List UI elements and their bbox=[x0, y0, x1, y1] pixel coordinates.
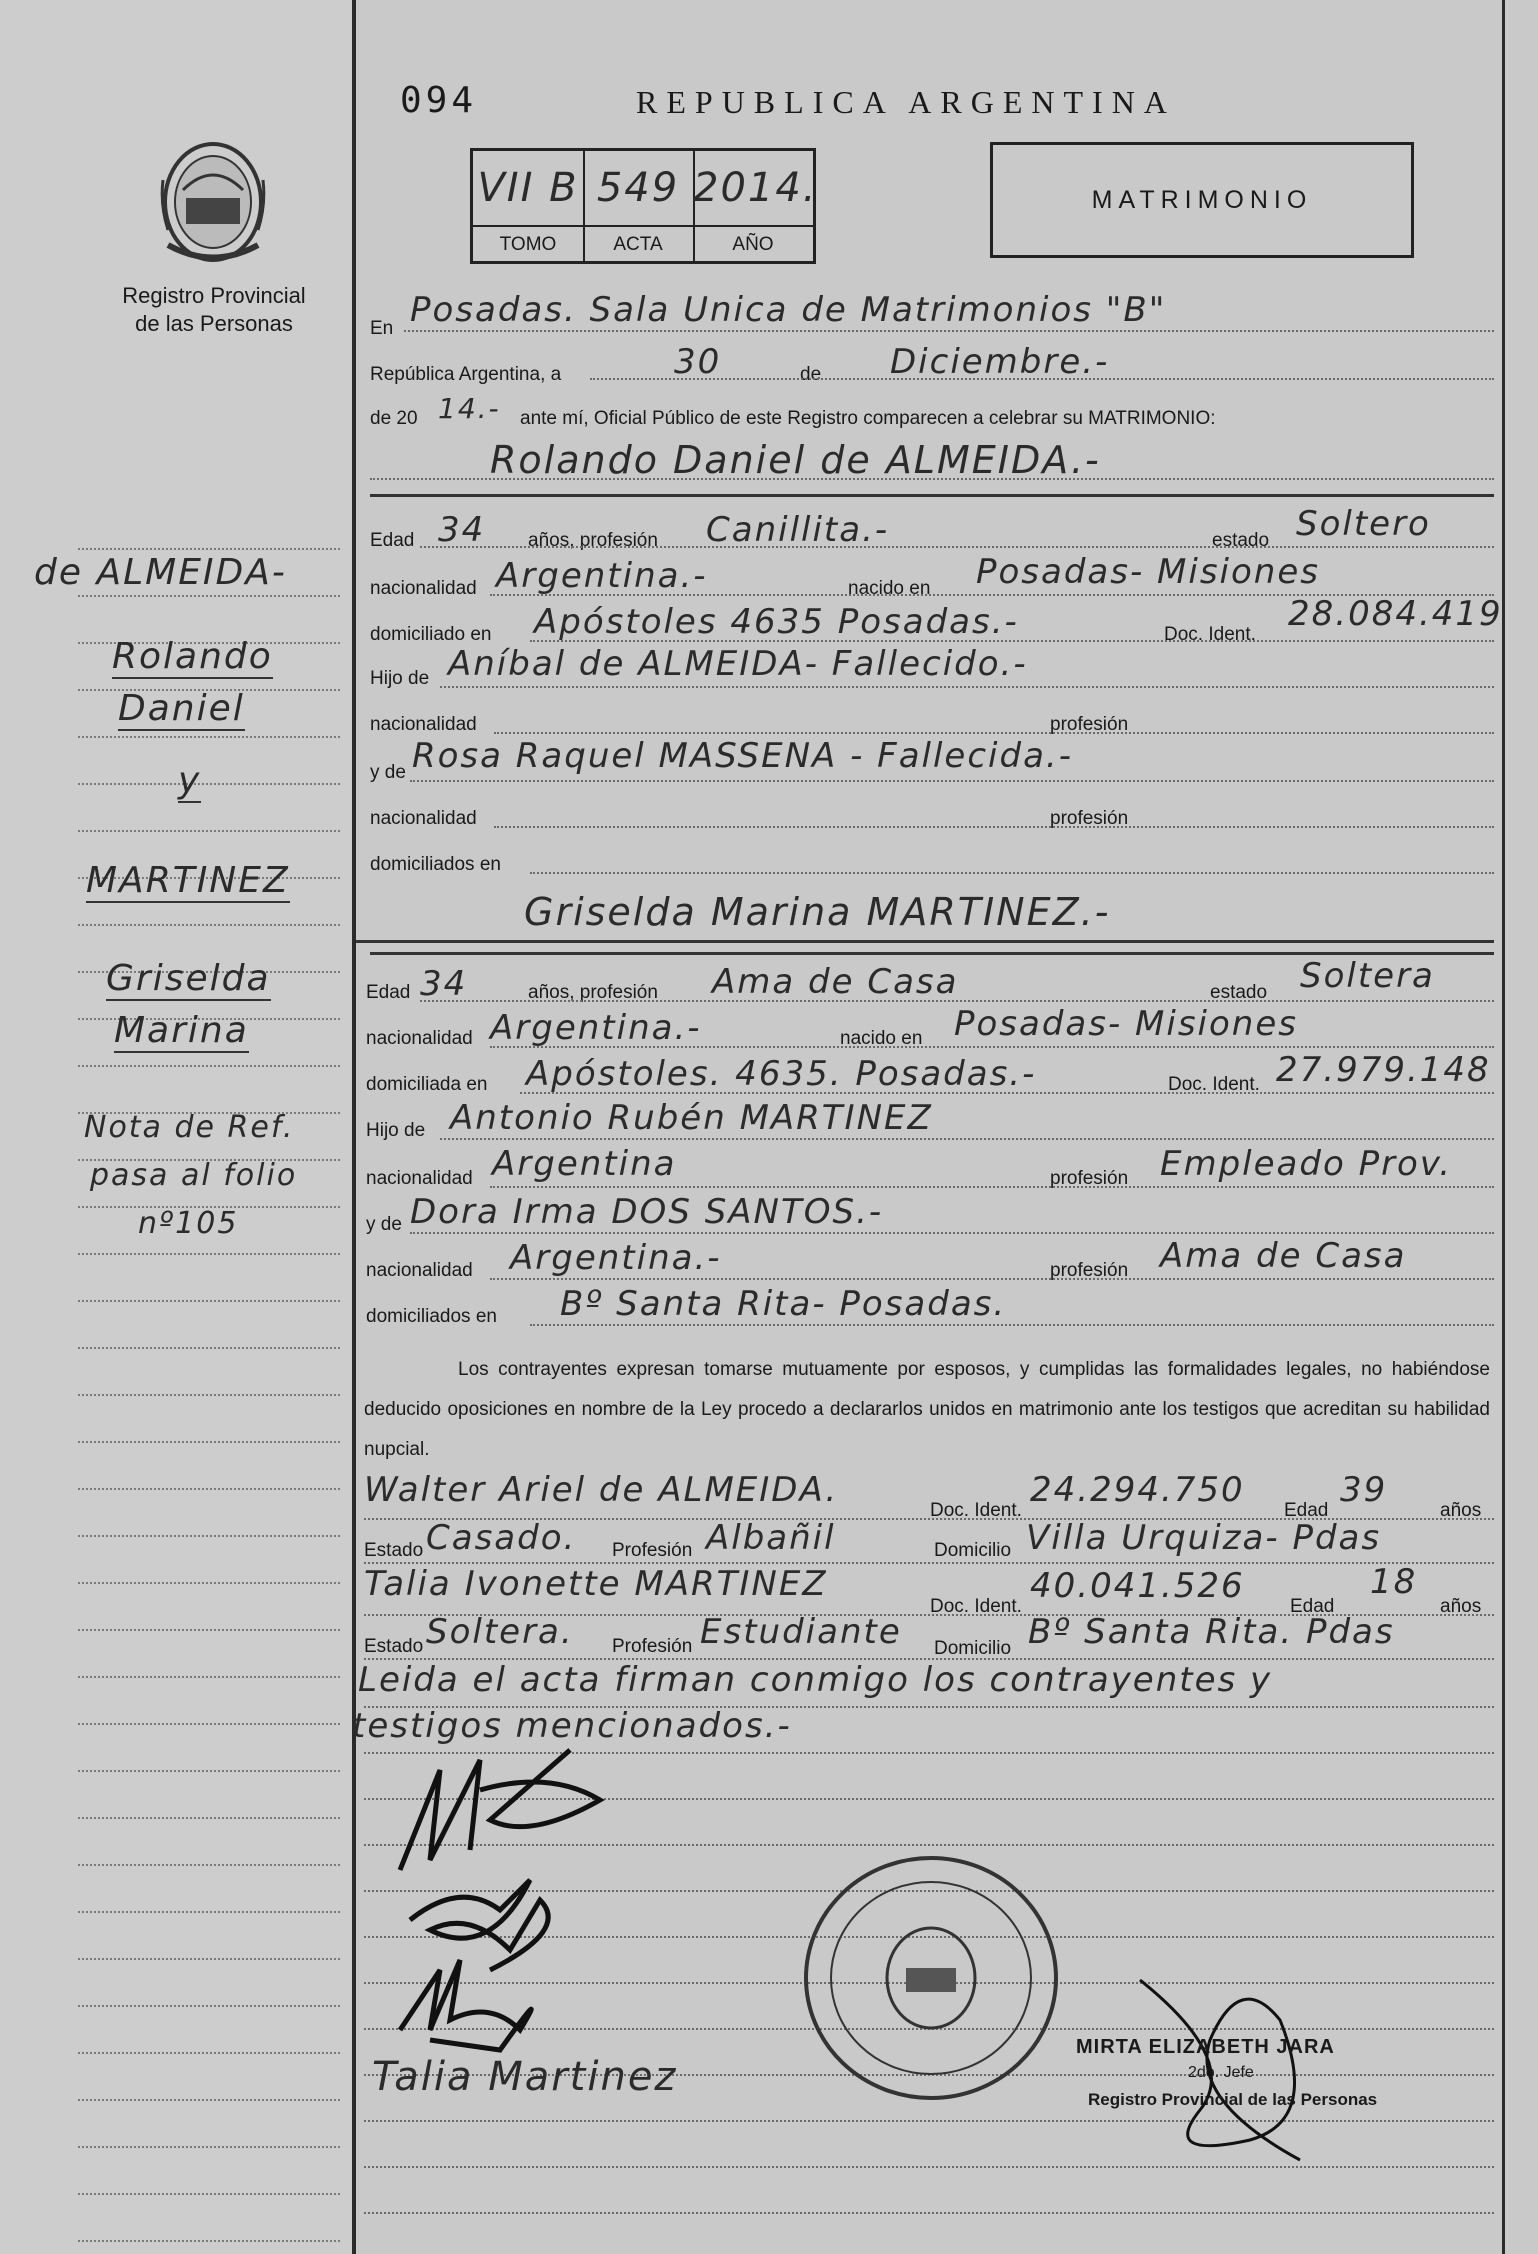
groom-madre: Rosa Raquel MASSENA - Fallecida.- bbox=[412, 736, 1073, 776]
acta-value: 549 bbox=[583, 151, 695, 225]
witness1-prof-label: Profesión bbox=[612, 1540, 693, 1561]
witness2-dom: Bº Santa Rita. Pdas bbox=[1028, 1612, 1395, 1652]
bride-p-prof: Empleado Prov. bbox=[1160, 1144, 1453, 1184]
margin-line bbox=[78, 2005, 340, 2007]
bride-doms: Bº Santa Rita- Posadas. bbox=[560, 1284, 1007, 1324]
line bbox=[494, 732, 1494, 734]
margin-note-surname: de ALMEIDA- bbox=[34, 552, 287, 593]
bride-domicilio: Apóstoles. 4635. Posadas.- bbox=[526, 1054, 1037, 1094]
bride-divider2 bbox=[370, 952, 1494, 955]
year-tail: ante mí, Oficial Público de este Registro comparecen a celebrar su MATRIMONIO: bbox=[520, 408, 1216, 429]
bride-anos-label: años, profesión bbox=[528, 982, 658, 1003]
bride-nacionalidad: Argentina.- bbox=[490, 1008, 702, 1048]
witness1-dom: Villa Urquiza- Pdas bbox=[1026, 1518, 1382, 1558]
margin-note-ref2: pasa al folio bbox=[90, 1158, 298, 1193]
bride-p-nac: Argentina bbox=[492, 1144, 677, 1184]
line bbox=[490, 1186, 1494, 1188]
margin-line bbox=[78, 1723, 340, 1725]
line bbox=[490, 1046, 1494, 1048]
groom-dom-label: domiciliado en bbox=[370, 624, 492, 645]
witness1-estado: Casado. bbox=[426, 1518, 577, 1558]
bride-nacido: Posadas- Misiones bbox=[954, 1004, 1298, 1044]
page-number: 094 bbox=[400, 80, 478, 121]
witness2-prof: Estudiante bbox=[700, 1612, 902, 1652]
margin-line bbox=[78, 2052, 340, 2054]
declaration-text: Los contrayentes expresan tomarse mutuamente por esposos, y cumplidas las formalidades legales, no habiéndose deducido oposiciones en nombre de la Ley procedo a declararlos unidos en matrimonio ante los testigos que acreditan su habilidad nupcial. bbox=[364, 1359, 1490, 1460]
margin-line bbox=[78, 1911, 340, 1913]
groom-padre: Aníbal de ALMEIDA- Fallecido.- bbox=[448, 644, 1028, 684]
bride-hijo-label: Hijo de bbox=[366, 1120, 426, 1141]
margin-divider bbox=[352, 0, 356, 2254]
bride-nacido-label: nacido en bbox=[840, 1028, 923, 1049]
margin-note-martinez: MARTINEZ bbox=[86, 860, 290, 901]
bride-m-prof: Ama de Casa bbox=[1160, 1236, 1407, 1276]
line bbox=[520, 1092, 1494, 1094]
margin-line bbox=[78, 1629, 340, 1631]
margin-note-y: y bbox=[178, 760, 202, 801]
bride-divider bbox=[356, 940, 1494, 943]
groom-name: Rolando Daniel de ALMEIDA.- bbox=[490, 438, 1101, 482]
margin-note-ref1: Nota de Ref. bbox=[84, 1110, 295, 1145]
bride-doc: 27.979.148 bbox=[1276, 1050, 1491, 1090]
official-role: 2do. Jefe bbox=[1188, 2064, 1254, 2081]
margin-line bbox=[78, 2240, 340, 2242]
anio-label: AÑO bbox=[693, 225, 813, 263]
groom-nacionalidad: Argentina.- bbox=[496, 556, 708, 596]
margin-line bbox=[78, 1817, 340, 1819]
margin-line bbox=[78, 1300, 340, 1302]
month-value: Diciembre.- bbox=[890, 342, 1110, 382]
line bbox=[364, 2212, 1494, 2214]
witness1-doc: 24.294.750 bbox=[1030, 1470, 1245, 1510]
official-registry: Registro Provincial de las Personas bbox=[1088, 2090, 1378, 2109]
margin-note-given1: Rolando bbox=[112, 636, 273, 677]
witness2-prof-label: Profesión bbox=[612, 1636, 693, 1657]
header-title: REPUBLICA ARGENTINA bbox=[636, 84, 1176, 120]
groom-edad-label: Edad bbox=[370, 530, 415, 551]
line bbox=[590, 378, 1494, 380]
bride-p-prof-label: profesión bbox=[1050, 1168, 1129, 1189]
bride-estado: Soltera bbox=[1300, 956, 1435, 996]
margin-line bbox=[78, 1676, 340, 1678]
margin-line bbox=[78, 830, 340, 832]
bride-m-prof-label: profesión bbox=[1050, 1260, 1129, 1281]
groom-m-prof-label: profesión bbox=[1050, 808, 1129, 829]
line bbox=[530, 640, 1494, 642]
registry-name bbox=[100, 282, 328, 338]
bride-m-nac: Argentina.- bbox=[510, 1238, 722, 1278]
margin-line bbox=[78, 595, 340, 597]
margin-line bbox=[78, 1582, 340, 1584]
margin-note-ref3: nº105 bbox=[138, 1206, 239, 1241]
witness2-estado-label: Estado bbox=[364, 1636, 424, 1657]
groom-p-nac-label: nacionalidad bbox=[370, 714, 477, 735]
groom-profesion: Canillita.- bbox=[706, 510, 890, 550]
groom-estado: Soltero bbox=[1296, 504, 1431, 544]
de-label: de bbox=[800, 364, 822, 385]
witness2-doc-label: Doc. Ident. bbox=[930, 1596, 1022, 1617]
registry-line1: Registro Provincial bbox=[122, 283, 306, 308]
margin-line bbox=[78, 1441, 340, 1443]
tomo-value: VII B bbox=[473, 151, 585, 225]
groom-hijo-label: Hijo de bbox=[370, 668, 430, 689]
line bbox=[420, 1000, 1494, 1002]
signature-text: Talia Martinez bbox=[372, 2054, 678, 2100]
witness1-dom-label: Domicilio bbox=[934, 1540, 1012, 1561]
groom-doms-label: domiciliados en bbox=[370, 854, 501, 875]
witness1-edad-label: Edad bbox=[1284, 1500, 1329, 1521]
bride-p-nac-label: nacionalidad bbox=[366, 1168, 473, 1189]
groom-nacido-label: nacido en bbox=[848, 578, 931, 599]
closing-line2: testigos mencionados.- bbox=[352, 1706, 792, 1746]
witness2-estado: Soltera. bbox=[426, 1612, 574, 1652]
line bbox=[440, 1138, 1494, 1140]
margin-line bbox=[78, 1394, 340, 1396]
witness2-edad-label: Edad bbox=[1290, 1596, 1335, 1617]
margin-line bbox=[78, 2146, 340, 2148]
bride-dom-label: domiciliada en bbox=[366, 1074, 488, 1095]
margin-line bbox=[78, 1253, 340, 1255]
margin-line bbox=[78, 2193, 340, 2195]
groom-m-nac-label: nacionalidad bbox=[370, 808, 477, 829]
margin-note-given2: Daniel bbox=[118, 688, 245, 729]
groom-estado-label: estado bbox=[1212, 530, 1270, 551]
line bbox=[440, 686, 1494, 688]
margin-line bbox=[78, 1535, 340, 1537]
groom-nacido: Posadas- Misiones bbox=[976, 552, 1320, 592]
bride-name: Griselda Marina MARTINEZ.- bbox=[524, 890, 1111, 934]
margin-line bbox=[78, 1958, 340, 1960]
witness2-anos-label: años bbox=[1440, 1596, 1482, 1617]
witness1-estado-label: Estado bbox=[364, 1540, 424, 1561]
margin-note-marina: Marina bbox=[114, 1010, 249, 1051]
margin-line bbox=[78, 2099, 340, 2101]
groom-doc: 28.084.419 bbox=[1288, 594, 1503, 634]
groom-anos-label: años, profesión bbox=[528, 530, 658, 551]
line bbox=[410, 780, 1494, 782]
anio-value: 2014. bbox=[693, 165, 818, 211]
groom-doc-label: Doc. Ident. bbox=[1164, 624, 1256, 645]
margin-line bbox=[78, 1065, 340, 1067]
registry-line2: de las Personas bbox=[135, 311, 293, 336]
republica-label: República Argentina, a bbox=[370, 364, 562, 385]
witness2-dom-label: Domicilio bbox=[934, 1638, 1012, 1659]
witness1-anos-label: años bbox=[1440, 1500, 1482, 1521]
bride-padre: Antonio Rubén MARTINEZ bbox=[450, 1098, 933, 1138]
official-name: MIRTA ELIZABETH JARA bbox=[1076, 2036, 1335, 2058]
bride-doms-label: domiciliados en bbox=[366, 1306, 497, 1327]
line bbox=[410, 1232, 1494, 1234]
margin-line bbox=[78, 736, 340, 738]
margin-line bbox=[78, 1770, 340, 1772]
act-type-box: MATRIMONIO bbox=[990, 142, 1414, 258]
line bbox=[370, 478, 1494, 480]
witness2-doc: 40.041.526 bbox=[1030, 1566, 1245, 1606]
margin-line bbox=[78, 1488, 340, 1490]
bride-edad: 34 bbox=[420, 964, 468, 1004]
en-label: En bbox=[370, 318, 394, 339]
year-suffix: 14.- bbox=[438, 392, 501, 425]
place-value: Posadas. Sala Unica de Matrimonios "B" bbox=[410, 290, 1167, 330]
margin-line bbox=[78, 924, 340, 926]
bride-edad-label: Edad bbox=[366, 982, 411, 1003]
bride-profesion: Ama de Casa bbox=[712, 962, 959, 1002]
groom-edad: 34 bbox=[438, 510, 486, 550]
acta-label: ACTA bbox=[583, 225, 695, 263]
bride-estado-label: estado bbox=[1210, 982, 1268, 1003]
closing-line1: Leida el acta firman conmigo los contrayentes y bbox=[358, 1660, 1273, 1700]
provincial-seal-icon bbox=[158, 140, 268, 270]
margin-line bbox=[78, 1347, 340, 1349]
line bbox=[530, 872, 1494, 874]
bride-m-nac-label: nacionalidad bbox=[366, 1260, 473, 1281]
bride-nac-label: nacionalidad bbox=[366, 1028, 473, 1049]
margin-note-griselda: Griselda bbox=[106, 958, 271, 999]
bride-doc-label: Doc. Ident. bbox=[1168, 1074, 1260, 1095]
year-prefix: de 20 bbox=[370, 408, 418, 429]
tomo-label: TOMO bbox=[473, 225, 585, 263]
groom-domicilio: Apóstoles 4635 Posadas.- bbox=[534, 602, 1019, 642]
witness2-edad: 18 bbox=[1370, 1562, 1418, 1602]
line bbox=[404, 330, 1494, 332]
witness1-name: Walter Ariel de ALMEIDA. bbox=[364, 1470, 839, 1510]
bride-yde-label: y de bbox=[366, 1214, 402, 1235]
registry-stamp-icon bbox=[796, 1848, 1066, 2108]
groom-divider bbox=[370, 494, 1494, 497]
line bbox=[490, 1278, 1494, 1280]
line bbox=[494, 826, 1494, 828]
line bbox=[530, 1324, 1494, 1326]
witness1-doc-label: Doc. Ident. bbox=[930, 1500, 1022, 1521]
margin-line bbox=[78, 1864, 340, 1866]
margin-line bbox=[78, 783, 340, 785]
right-border bbox=[1502, 0, 1505, 2254]
tomo-acta-box bbox=[470, 148, 816, 264]
witness1-edad: 39 bbox=[1340, 1470, 1388, 1510]
groom-p-prof-label: profesión bbox=[1050, 714, 1129, 735]
day-value: 30 bbox=[674, 342, 722, 382]
witness1-prof: Albañil bbox=[706, 1518, 836, 1558]
witness2-name: Talia Ivonette MARTINEZ bbox=[364, 1564, 828, 1604]
bride-madre: Dora Irma DOS SANTOS.- bbox=[410, 1192, 884, 1232]
line bbox=[420, 546, 1494, 548]
groom-nac-label: nacionalidad bbox=[370, 578, 477, 599]
groom-yde-label: y de bbox=[370, 762, 406, 783]
margin-line bbox=[78, 548, 340, 550]
